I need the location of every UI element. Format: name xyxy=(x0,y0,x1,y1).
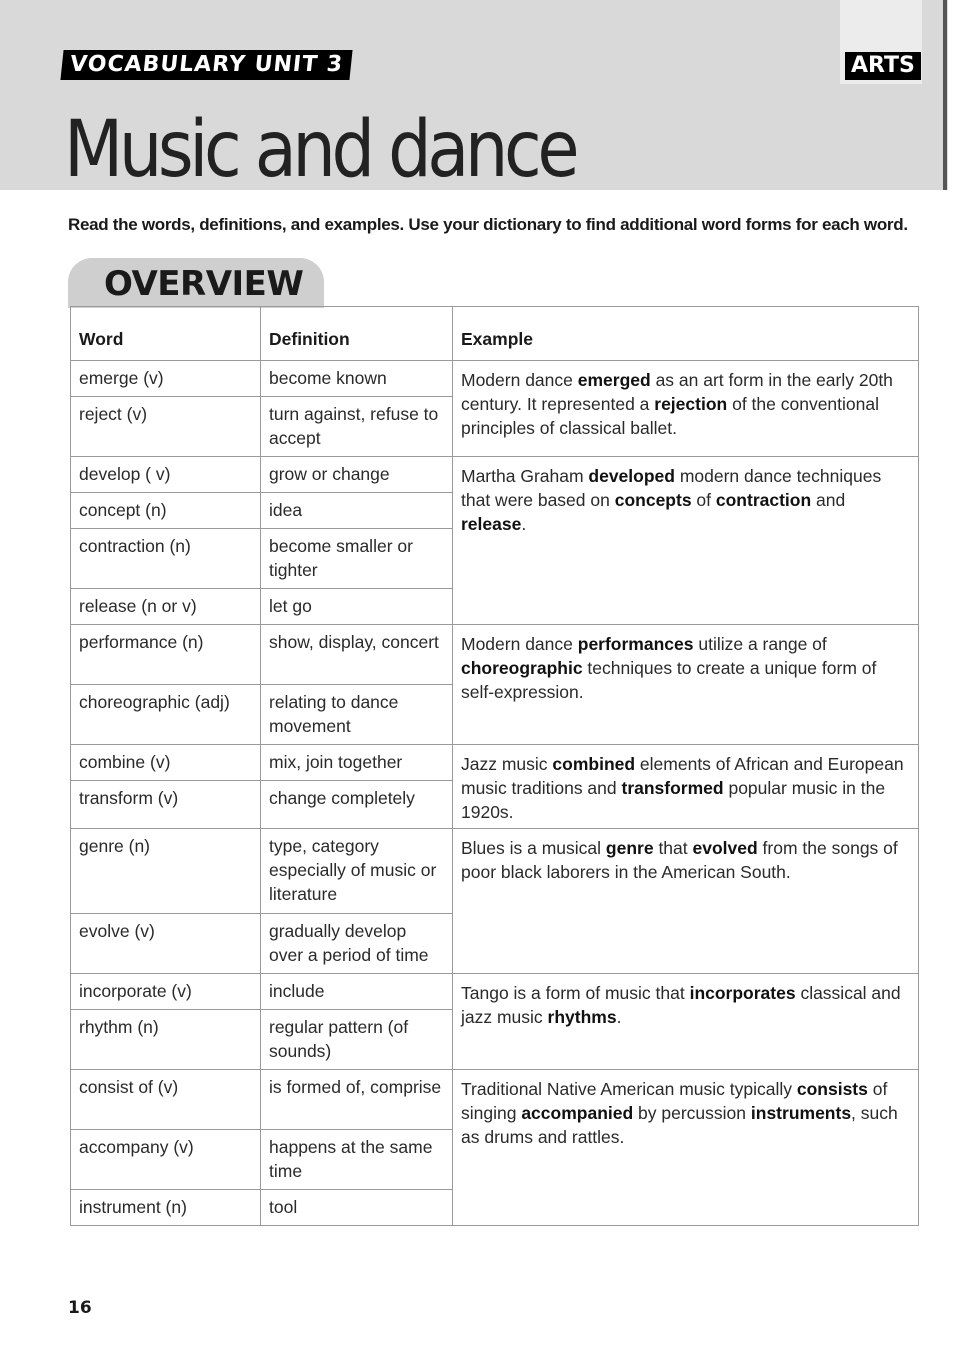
definition-cell: mix, join together xyxy=(261,745,453,781)
definition-cell: show, display, concert xyxy=(261,625,453,685)
definition-cell: idea xyxy=(261,493,453,529)
header-definition: Definition xyxy=(261,307,453,361)
example-text: elements of African and European music traditions and xyxy=(461,754,904,799)
example-text: Blues is a musical xyxy=(461,838,606,859)
example-text: of xyxy=(691,490,716,511)
example-text: of the conventional principles of classical ballet. xyxy=(461,394,879,438)
definition-cell: tool xyxy=(261,1189,453,1225)
example-cell xyxy=(453,745,919,829)
example-keyword: instruments xyxy=(750,1102,852,1123)
example-text: modern dance techniques that were based on xyxy=(461,466,882,511)
example-text: by percussion xyxy=(633,1102,751,1123)
example-keyword: combined xyxy=(552,754,636,775)
example-keyword: release xyxy=(461,514,522,535)
table-row xyxy=(71,973,919,1009)
example-keyword: emerged xyxy=(577,370,651,390)
example-text: classical and jazz music xyxy=(461,982,901,1027)
example-keyword: performances xyxy=(577,634,694,655)
table-row xyxy=(71,745,919,781)
example-keyword: rhythms xyxy=(547,1006,617,1027)
example-text: utilize a range of xyxy=(693,634,827,655)
table-row xyxy=(71,829,919,913)
word-cell: contraction (n) xyxy=(71,529,261,589)
overview-heading: OVERVIEW xyxy=(104,264,304,304)
header-example: Example xyxy=(453,307,919,361)
table-row xyxy=(71,457,919,493)
example-text: Modern dance xyxy=(461,370,578,390)
word-cell: choreographic (adj) xyxy=(71,685,261,745)
definition-cell: grow or change xyxy=(261,457,453,493)
example-cell xyxy=(453,361,919,457)
example-text: . xyxy=(521,514,527,535)
word-cell: transform (v) xyxy=(71,781,261,829)
example-text: Tango is a form of music that xyxy=(461,982,690,1003)
example-keyword: incorporates xyxy=(689,982,796,1003)
example-cell xyxy=(453,457,919,625)
example-text: from the songs of poor black laborers in the American South. xyxy=(461,838,898,883)
example-keyword: concepts xyxy=(614,490,692,511)
example-text: techniques to create a unique form of self-expression. xyxy=(461,658,877,703)
example-keyword: evolved xyxy=(692,838,758,859)
example-text: Modern dance xyxy=(461,634,578,655)
word-cell: reject (v) xyxy=(71,397,261,457)
word-cell: performance (n) xyxy=(71,625,261,685)
word-cell: combine (v) xyxy=(71,745,261,781)
example-text: Jazz music xyxy=(461,754,553,775)
definition-cell: regular pattern (of sounds) xyxy=(261,1009,453,1069)
example-cell xyxy=(453,829,919,973)
table-header-row xyxy=(71,307,919,361)
example-keyword: transformed xyxy=(621,778,724,799)
example-text: , such as drums and rattles. xyxy=(461,1102,898,1147)
table-row xyxy=(71,361,919,397)
word-cell: rhythm (n) xyxy=(71,1009,261,1069)
definition-cell: become smaller or tighter xyxy=(261,529,453,589)
vocabulary-table xyxy=(70,306,919,1226)
definition-cell: become known xyxy=(261,361,453,397)
example-text: as an art form in the early 20th century. It represented a xyxy=(461,370,893,414)
instructions: Read the words, definitions, and examples. Use your dictionary to find additional word forms for each word. xyxy=(68,215,908,234)
page-edge-divider xyxy=(943,0,947,190)
word-cell: concept (n) xyxy=(71,493,261,529)
definition-cell: type, category especially of music or literature xyxy=(261,829,453,913)
definition-cell: change completely xyxy=(261,781,453,829)
example-cell xyxy=(453,973,919,1069)
word-cell: evolve (v) xyxy=(71,913,261,973)
table-row xyxy=(71,625,919,685)
example-cell xyxy=(453,1069,919,1225)
word-cell: develop ( v) xyxy=(71,457,261,493)
example-text: . xyxy=(616,1006,622,1027)
page-number: 16 xyxy=(68,1298,92,1318)
example-text: that xyxy=(653,838,693,859)
example-keyword: choreographic xyxy=(461,658,583,679)
definition-cell: let go xyxy=(261,589,453,625)
definition-cell: turn against, refuse to accept xyxy=(261,397,453,457)
definition-cell: is formed of, comprise xyxy=(261,1069,453,1129)
example-text: Traditional Native American music typically xyxy=(461,1078,797,1099)
word-cell: accompany (v) xyxy=(71,1129,261,1189)
definition-cell: gradually develop over a period of time xyxy=(261,913,453,973)
example-cell xyxy=(453,625,919,745)
word-cell: genre (n) xyxy=(71,829,261,913)
example-keyword: developed xyxy=(588,466,675,487)
example-text: Martha Graham xyxy=(461,466,589,487)
subject-label: ARTS xyxy=(845,52,921,80)
word-cell: release (n or v) xyxy=(71,589,261,625)
example-keyword: accompanied xyxy=(521,1102,634,1123)
example-keyword: consists xyxy=(796,1078,868,1099)
word-cell: incorporate (v) xyxy=(71,973,261,1009)
word-cell: emerge (v) xyxy=(71,361,261,397)
unit-label: VOCABULARY UNIT 3 xyxy=(60,50,352,80)
example-keyword: genre xyxy=(605,838,654,859)
example-text: of singing xyxy=(461,1078,888,1123)
example-keyword: contraction xyxy=(715,490,812,511)
example-text: popular music in the 1920s. xyxy=(461,778,886,823)
example-text: and xyxy=(811,490,846,511)
example-keyword: rejection xyxy=(654,394,728,414)
header-word: Word xyxy=(71,307,261,361)
definition-cell: relating to dance movement xyxy=(261,685,453,745)
definition-cell: include xyxy=(261,973,453,1009)
page-title: Music and dance xyxy=(64,105,576,195)
definition-cell: happens at the same time xyxy=(261,1129,453,1189)
table-row xyxy=(71,1069,919,1129)
word-cell: consist of (v) xyxy=(71,1069,261,1129)
word-cell: instrument (n) xyxy=(71,1189,261,1225)
